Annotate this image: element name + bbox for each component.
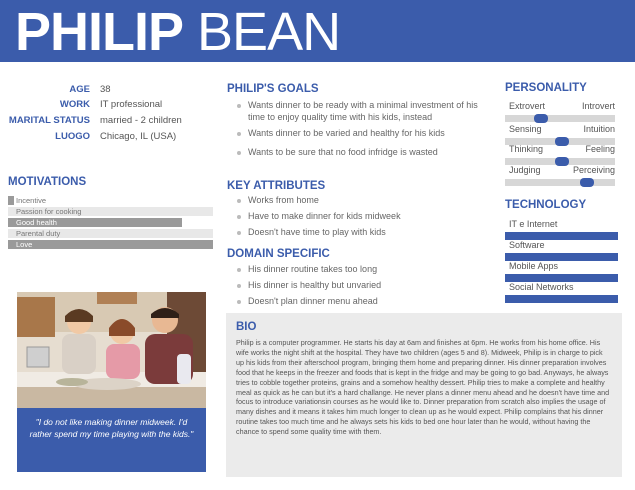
attributes-heading: KEY ATTRIBUTES	[227, 180, 326, 192]
profile-value: IT professional	[100, 99, 163, 110]
personality-heading: PERSONALITY	[505, 82, 587, 94]
goal-item: Wants dinner to be ready with a minimal investment of his time to enjoy quality time with his kids, instead	[231, 99, 491, 123]
technology-label: IT e Internet	[509, 219, 558, 229]
profile-marital-status	[0, 113, 182, 129]
attribute-item: Doesn't have time to play with kids	[231, 226, 491, 238]
attribute-item: Have to make dinner for kids midweek	[231, 210, 491, 222]
trait-left-label: Judging	[509, 165, 541, 175]
trait-left-label: Sensing	[509, 124, 542, 134]
technology-item	[505, 218, 618, 240]
domain-list	[231, 263, 491, 307]
trait-right-label: Perceiving	[572, 165, 615, 175]
trait-marker	[534, 114, 548, 123]
profile-value: married - 2 children	[100, 115, 182, 126]
personality-scale-judging-perceiving	[505, 165, 615, 197]
motivations-heading: MOTIVATIONS	[8, 176, 87, 188]
trait-right-label: Feeling	[585, 144, 615, 154]
motivation-label: Love	[16, 240, 33, 249]
motivation-item	[8, 196, 213, 205]
profile-work	[0, 97, 162, 113]
domain-item: His dinner is healthy but unvaried	[231, 279, 491, 291]
trait-right-label: Introvert	[581, 101, 615, 111]
technology-item	[505, 281, 618, 303]
trait-marker	[580, 178, 594, 187]
motivation-bar	[8, 240, 213, 249]
persona-quote: "I do not like making dinner midweek. I'd rather spend my time playing with the kids."	[29, 417, 194, 439]
motivation-label: Good health	[16, 218, 57, 227]
profile-age	[0, 82, 111, 98]
profile-label: LUOGO	[55, 131, 90, 142]
domain-heading: DOMAIN SPECIFIC	[227, 248, 330, 260]
goal-item: Wants to be sure that no food infridge is wasted	[231, 146, 491, 158]
header-banner	[0, 0, 635, 62]
motivation-label: Incentive	[16, 196, 47, 205]
trait-right-label: Intuition	[583, 124, 615, 134]
motivation-label: Passion for cooking	[16, 207, 82, 216]
attributes-list	[231, 194, 491, 238]
technology-item	[505, 260, 618, 282]
bio-text: Philip is a computer programmer. He starts his day at 6am and finishes at 6pm. He works from his home office. His wife works the night shift at the hospital. They have two children (ages 5 and 8). Midweek, Philip is in charge to pick up his kids from their afterschool program, bringing them home and preparing dinner. His dinner preparation involves food that he keeps in the freezer and foods that is kept in the fridge and may be going to go bad. Anyways, he always tries to cobble together proteins, grains and a somehow healthy dessert. Philip tries to make a complete and healthy meal as quick as he can but it's a hard challange. He never plans a dinner menu ahead and he doesn't have time and focus to introduce variationsin courses as he would like to. Dinner preparation from scratch also implies the usage of many dishes and it means it takes him much longer to clean up as he would expect. Philip complains that his dinner routine takes too much time and he always sets his kids to bed one hour later than he would, without having the chance to spend some quality time with them.	[236, 338, 610, 437]
profile-value: Chicago, IL (USA)	[100, 131, 177, 142]
profile-value: 38	[100, 84, 111, 95]
technology-bar	[505, 295, 618, 303]
technology-item	[505, 239, 618, 261]
domain-item: His dinner routine takes too long	[231, 263, 491, 275]
goals-heading: PHILIP'S GOALS	[227, 83, 319, 95]
profile-label: AGE	[69, 84, 90, 95]
quote-box	[17, 408, 206, 472]
motivation-item	[8, 229, 213, 238]
motivation-label: Parental duty	[16, 229, 61, 238]
first-name: PHILIP	[15, 2, 184, 62]
technology-label: Social Networks	[509, 282, 574, 292]
profile-location	[0, 129, 176, 145]
goal-item: Wants dinner to be varied and healthy for his kids	[231, 127, 491, 139]
motivation-item	[8, 240, 213, 249]
technology-label: Software	[509, 240, 545, 250]
trait-left-label: Thinking	[509, 144, 544, 154]
motivation-item	[8, 207, 213, 216]
last-name: BEAN	[197, 2, 341, 62]
technology-label: Mobile Apps	[509, 261, 559, 271]
trait-track	[505, 115, 615, 122]
persona-photo	[17, 292, 206, 408]
trait-track	[505, 179, 615, 186]
motivation-item	[8, 218, 213, 227]
technology-heading: TECHNOLOGY	[505, 199, 587, 211]
attribute-item: Works from home	[231, 194, 491, 206]
motivation-bar	[8, 196, 14, 205]
goals-list	[231, 99, 491, 158]
profile-label: MARITAL STATUS	[8, 115, 90, 126]
profile-label: WORK	[59, 99, 90, 110]
bio-panel	[226, 313, 622, 477]
kitchen-scene-image	[17, 292, 206, 408]
domain-item: Doesn't plan dinner menu ahead	[231, 295, 491, 307]
bio-heading: BIO	[236, 321, 257, 333]
trait-left-label: Extrovert	[509, 101, 546, 111]
persona-name	[15, 2, 340, 62]
